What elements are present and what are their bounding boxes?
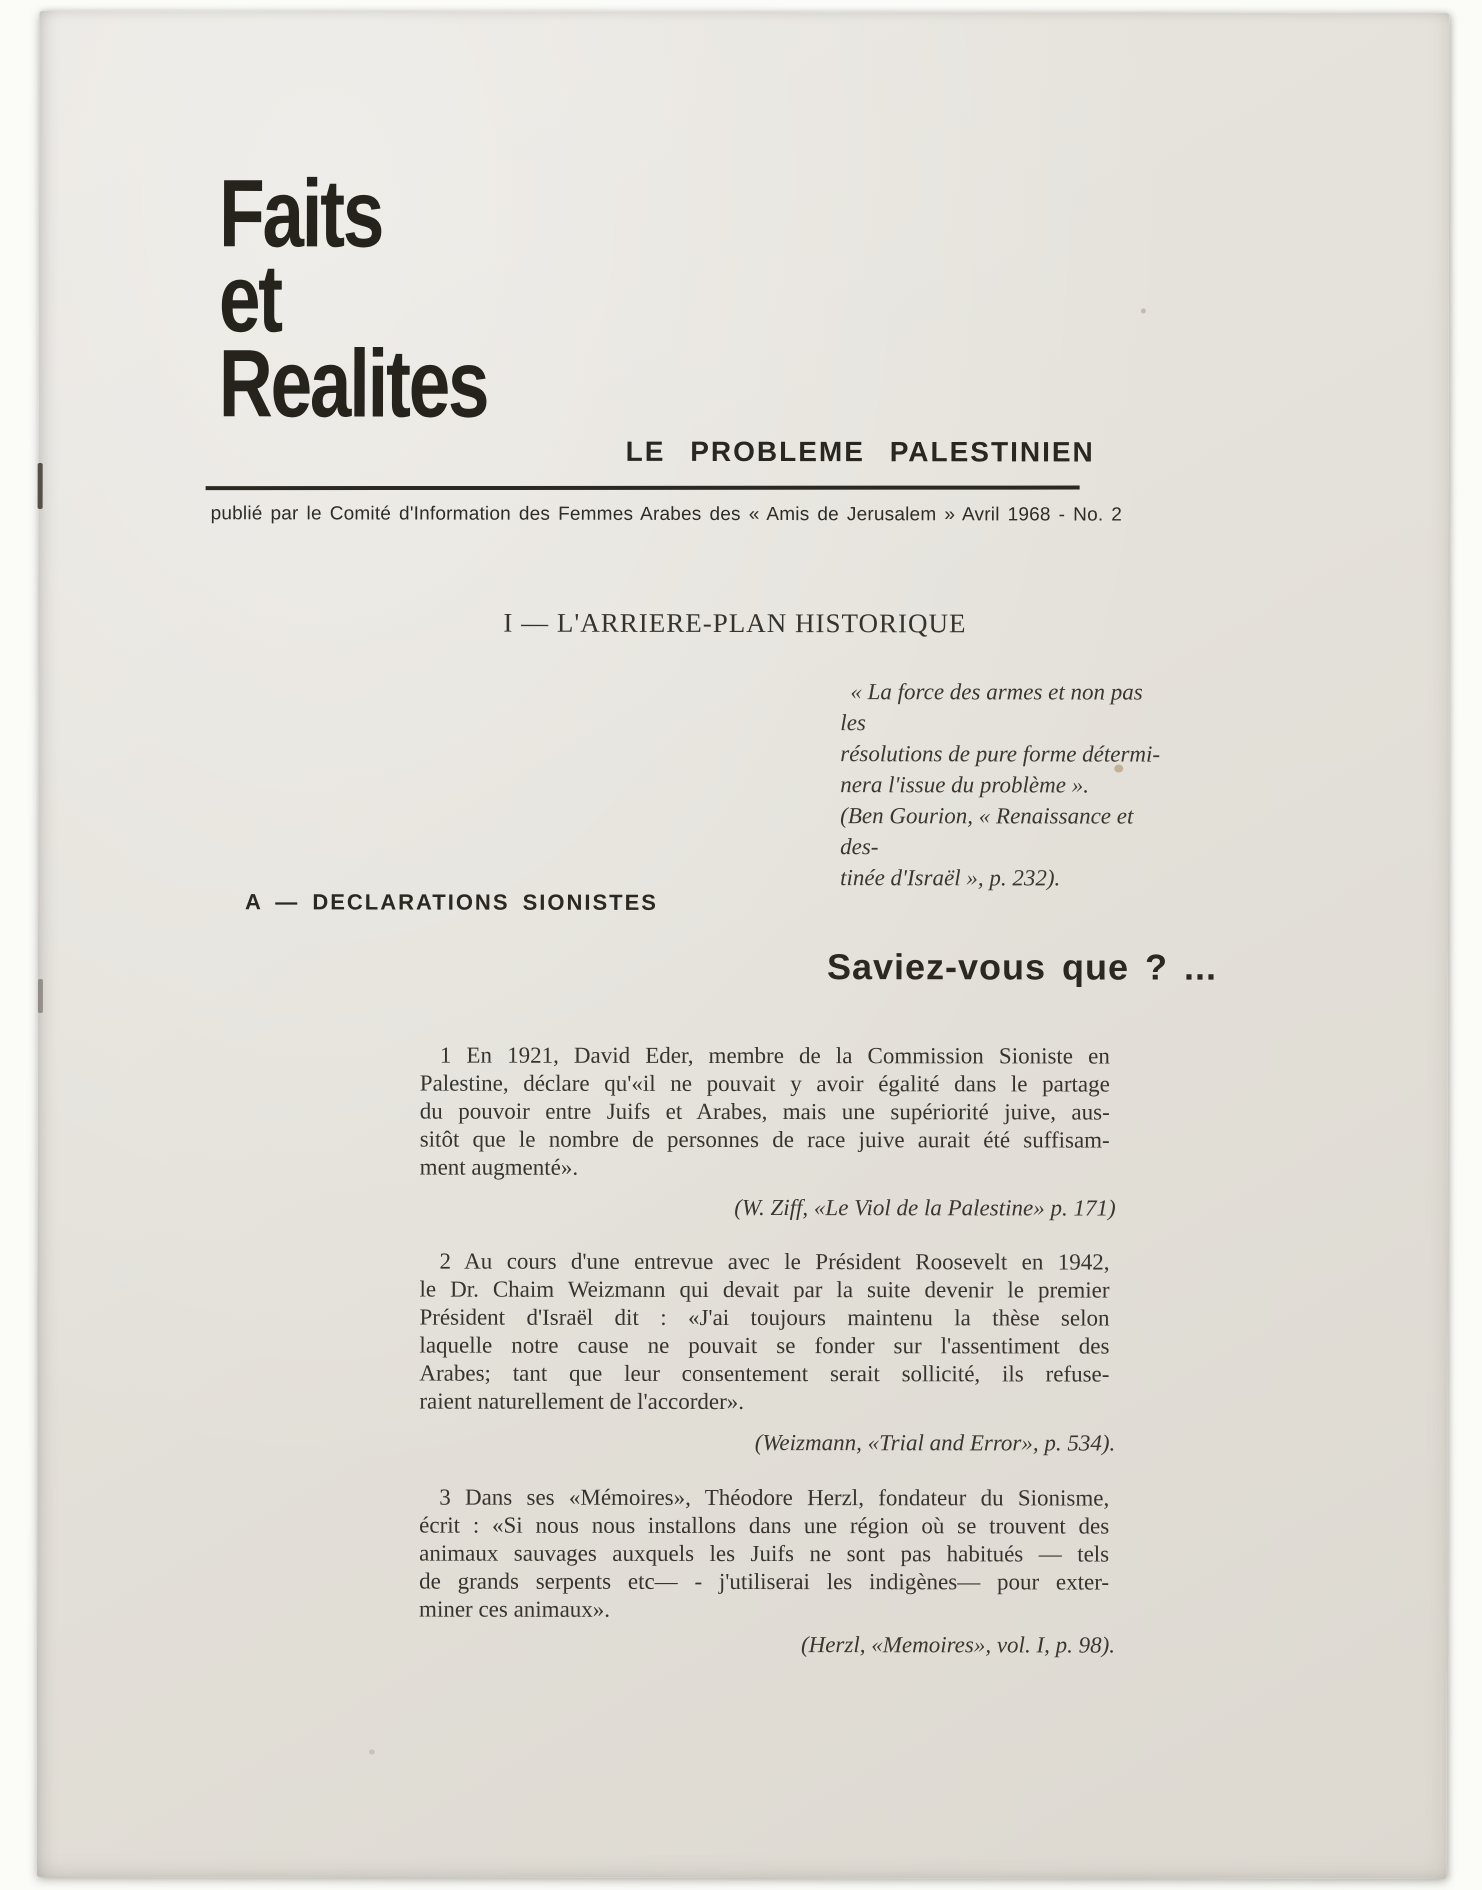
epigraph-quote: « La force des armes et non pas les résolutions de pure forme détermi- nera l'issue du problème ».: [840, 679, 1161, 798]
masthead-title: Faits et Realites: [218, 160, 488, 438]
staple-mark: [38, 463, 43, 509]
epigraph-attribution: (Ben Gourion, « Renaissance et des- tinée d'Israël », p. 232).: [840, 803, 1134, 891]
subsection-heading: A — DECLARATIONS SIONISTES: [245, 889, 658, 915]
section-heading: I — L'ARRIERE-PLAN HISTORIQUE: [503, 607, 967, 639]
epigraph-block: [840, 676, 1160, 893]
declaration-paragraph-3: 3 Dans ses «Mémoires», Théodore Herzl, fondateur du Sionisme, écrit : «Si nous nous installons dans une région où se trouvent des animaux sauvages auxquels les Juifs ne sont pas habitués — tels de grands serpents etc— - j'utiliserai les indigènes— pour exter- miner ces animaux».: [419, 1484, 1110, 1622]
pamphlet-cover-page: [37, 11, 1450, 1879]
foxing-spot: [369, 1749, 375, 1754]
citation-3: (Herzl, «Memoires», vol. I, p. 98).: [800, 1632, 1116, 1658]
masthead-rule: [206, 486, 1080, 491]
imprint-line: publié par le Comité d'Information des Femmes Arabes des « Amis de Jerusalem » Avril 1968 - No. 2: [210, 503, 1123, 526]
declaration-paragraph-1: 1 En 1921, David Eder, membre de la Commission Sioniste en Palestine, déclare qu'«il ne pouvait y avoir égalité dans le partage du pouvoir entre Juifs et Arabes, mais une supériorité juive, aus- sitôt que le nombre de personnes de race juive aurait été suffisam- ment augmenté».: [419, 1042, 1110, 1180]
staple-mark: [38, 979, 43, 1013]
citation-1: (W. Ziff, «Le Viol de la Palestine» p. 171): [734, 1194, 1116, 1221]
edition-title: LE PROBLEME PALESTINIEN: [625, 435, 1095, 468]
citation-2: (Weizmann, «Trial and Error», p. 534).: [754, 1430, 1116, 1456]
declaration-paragraph-2: 2 Au cours d'une entrevue avec le Président Roosevelt en 1942, le Dr. Chaim Weizmann qui devait par la suite devenir le premier Président d'Israël dit : «J'ai toujours maintenu la thèse selon laquelle notre cause ne pouvait se fonder sur l'assentiment des Arabes; tant que leur consentement serait sollicité, ils refuse- raient naturellement de l'accorder».: [419, 1248, 1110, 1415]
feature-heading: Saviez-vous que ? ...: [826, 946, 1218, 988]
foxing-spot: [1141, 309, 1146, 314]
